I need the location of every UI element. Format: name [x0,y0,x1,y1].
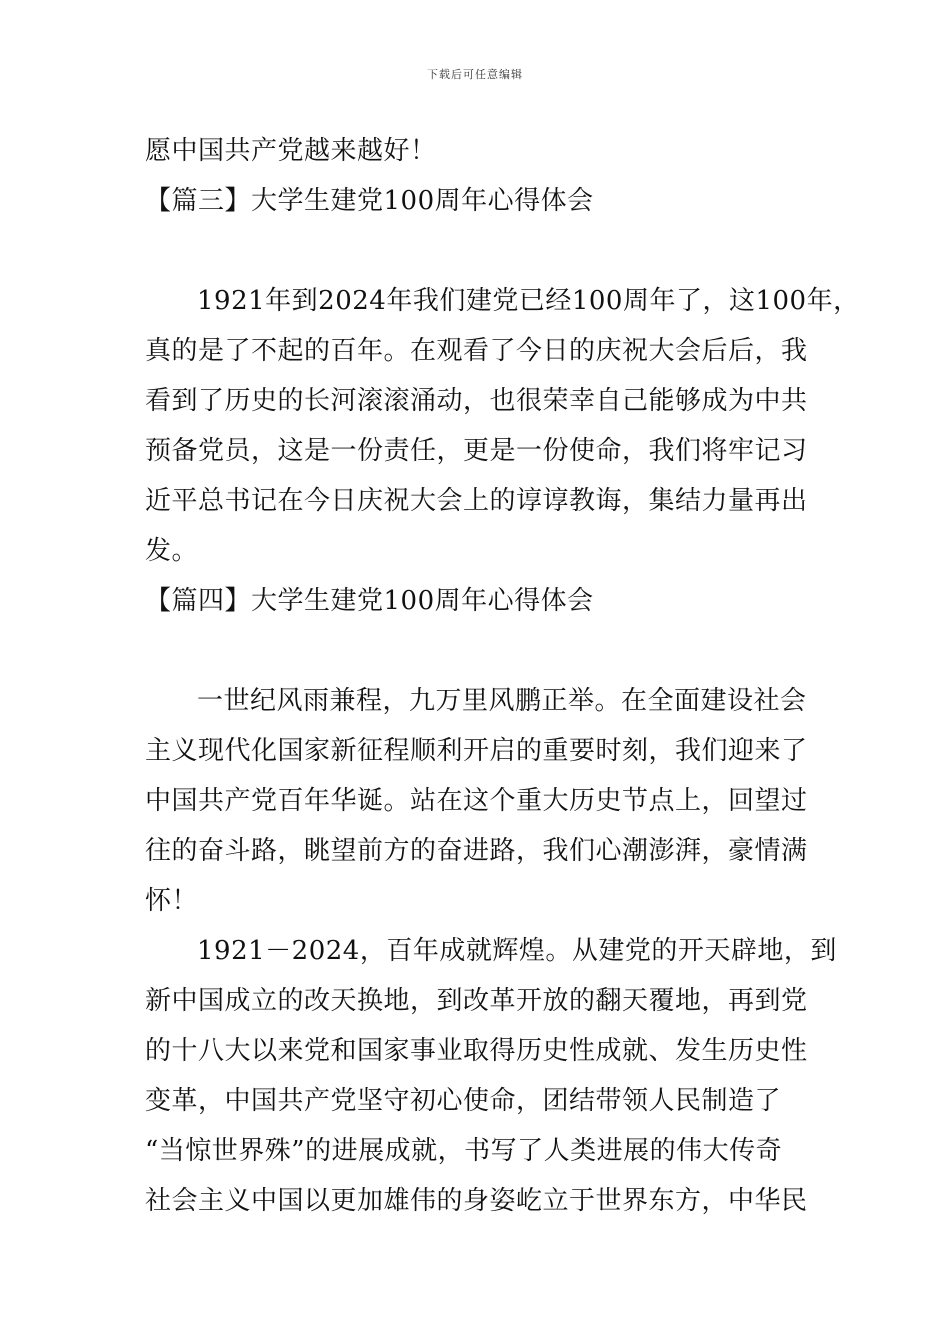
text-line: 变革，中国共产党坚守初心使命，团结带领人民制造了 [145,1086,782,1116]
page-header: 下载后可任意编辑 [427,68,523,81]
text-line: 真的是了不起的百年。在观看了今日的庆祝大会后后，我 [145,336,808,366]
text-line: 预备党员，这是一份责任，更是一份使命，我们将牢记习 [145,436,808,466]
text-line: 一世纪风雨兼程，九万里风鹏正举。在全面建设社会 [197,686,807,716]
text-line: 中国共产党百年华诞。站在这个重大历史节点上，回望过 [145,786,808,816]
section-heading: 【篇三】大学生建党100周年心得体会 [145,186,594,216]
text-line: 愿中国共产党越来越好！ [145,136,437,166]
text-line: 的十八大以来党和国家事业取得历史性成就、发生历史性 [145,1036,808,1066]
paragraph-gap [145,626,825,676]
text-line: 主义现代化国家新征程顺利开启的重要时刻，我们迎来了 [145,736,808,766]
document-body [145,126,860,1226]
text-line: 怀！ [145,886,199,916]
text-line: “当惊世界殊”的进展成就，书写了人类进展的伟大传奇 [145,1136,783,1166]
text-line: 社会主义中国以更加雄伟的身姿屹立于世界东方，中华民 [145,1186,808,1216]
section-heading: 【篇四】大学生建党100周年心得体会 [145,586,594,616]
text-line: 看到了历史的长河滚滚涌动，也很荣幸自己能够成为中共 [145,386,808,416]
text-line: 近平总书记在今日庆祝大会上的谆谆教诲，集结力量再出 [145,486,808,516]
text-line: 往的奋斗路，眺望前方的奋进路，我们心潮澎湃，豪情满 [145,836,808,866]
text-line: 1921－2024，百年成就辉煌。从建党的开天辟地，到 [197,936,837,966]
paragraph-gap [145,226,825,276]
text-line: 1921年到2024年我们建党已经100周年了，这100年， [197,286,860,316]
text-line: 发。 [145,536,199,566]
text-line: 新中国成立的改天换地，到改革开放的翻天覆地，再到党 [145,986,808,1016]
